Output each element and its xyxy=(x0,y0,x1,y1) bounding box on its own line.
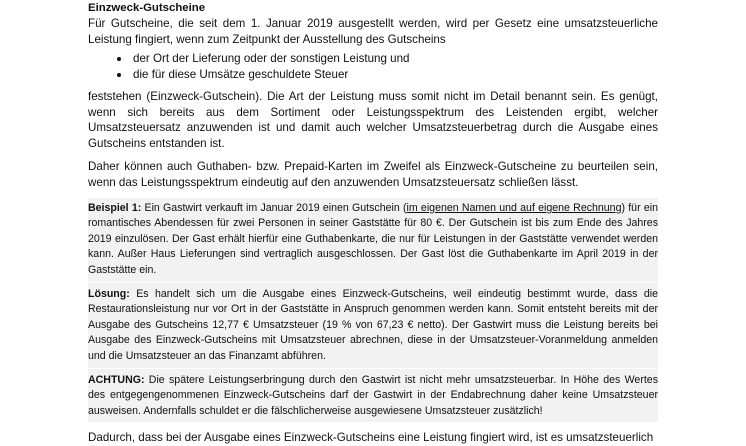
attention-paragraph xyxy=(88,373,658,419)
condition-list xyxy=(88,51,658,83)
attention-label: ACHTUNG: xyxy=(88,374,145,387)
intro-paragraph: Für Gutscheine, die seit dem 1. Januar 2019 ausgestellt werden, wird per Gesetz eine umsatzsteuerliche Leistung fingiert, wenn zum Zeitpunkt der Ausstellung des Gutscheins xyxy=(88,17,658,46)
list-item xyxy=(88,51,658,67)
bullet-icon xyxy=(117,57,121,61)
solution-label: Lösung: xyxy=(88,288,130,301)
explanation-paragraph: feststehen (Einzweck-Gutschein). Die Art der Leistung muss somit nicht im Detail benannt sein. Es genügt, wenn sich bereits aus dem Sortiment oder Leistungsspektrum des Leistenden ergibt, welcher Umsatzsteuersatz anzuwenden ist und damit auch welcher Umsatzsteuerbetrag durch die Ausgabe eines Gutscheins entstanden ist. xyxy=(88,90,658,150)
list-item xyxy=(88,67,658,83)
list-item-text: der Ort der Lieferung oder der sonstigen Leistung und xyxy=(133,52,410,65)
example-paragraph xyxy=(88,201,658,278)
example-underlined-text: im eigenen Namen und auf eigene Rechnung xyxy=(406,202,622,214)
final-paragraph: Dadurch, dass bei der Ausgabe eines Einzweck-Gutscheins eine Leistung fingiert wird, ist es umsatzsteuerlich xyxy=(88,431,654,445)
attention-text: Die spätere Leistungserbringung durch den Gastwirt ist nicht mehr umsatzsteuerbar. In Höhe des Wertes des entgegengenommenen Einzweck-Gutscheins darf der Gastwirt in der Endabrechnung daher keine Umsatzsteuer ausweisen. Andernfalls schuldet er die fälschlicherweise ausgewiesene Umsatzsteuer zusätzlich! xyxy=(88,374,658,417)
example-label: Beispiel 1: xyxy=(88,202,142,214)
example-text-before: Ein Gastwirt verkauft im Januar 2019 einen Gutschein ( xyxy=(141,202,407,214)
solution-text: Es handelt sich um die Ausgabe eines Einzweck-Gutscheins, weil eindeutig bestimmt wurde, dass die Restaurationsleistung nur vor Ort in der Gaststätte in Anspruch genommen werden kann. Somit entsteht bereits mit der Ausgabe des Gutscheins 12,77 € Umsatzsteuer (19 % von 67,23 € netto). Der Gastwirt muss die Leistung bereits bei Ausgabe des Einzweck-Gutscheins mit Umsatzsteuer abrechnen, diese in der Umsatzsteuer-Voranmeldung anmelden und die Umsatzsteuer an das Finanzamt abführen. xyxy=(88,288,658,362)
example-text-after: ) für ein romantisches Abendessen für zwei Personen in seiner Gaststätte für 80 €. Der Gutschein ist bis zum Ende des Jahres 2019 einzulösen. Der Gast erhält hierfür eine Guthabenkarte, die nur für Leistungen in der Gaststätte verwendet werden kann. Außer Haus Lieferungen sind vertraglich ausgeschlossen. Der Gast löst die Guthabenkarte im April 2019 in der Gaststätte ein. xyxy=(88,202,658,276)
box-divider xyxy=(88,282,658,283)
solution-paragraph xyxy=(88,287,658,364)
box-divider xyxy=(88,368,658,369)
list-item-text: die für diese Umsätze geschuldete Steuer xyxy=(133,68,349,81)
prepaid-paragraph: Daher können auch Guthaben- bzw. Prepaid-Karten im Zweifel als Einzweck-Gutscheine zu beurteilen sein, wenn das Leistungsspektrum eindeutig auf den anzuwenden Umsatzsteuersatz schließen lässt. xyxy=(88,160,658,189)
document-content xyxy=(88,0,658,446)
bullet-icon xyxy=(117,73,121,77)
example-box xyxy=(88,198,658,422)
section-heading: Einzweck-Gutscheine xyxy=(88,2,206,14)
